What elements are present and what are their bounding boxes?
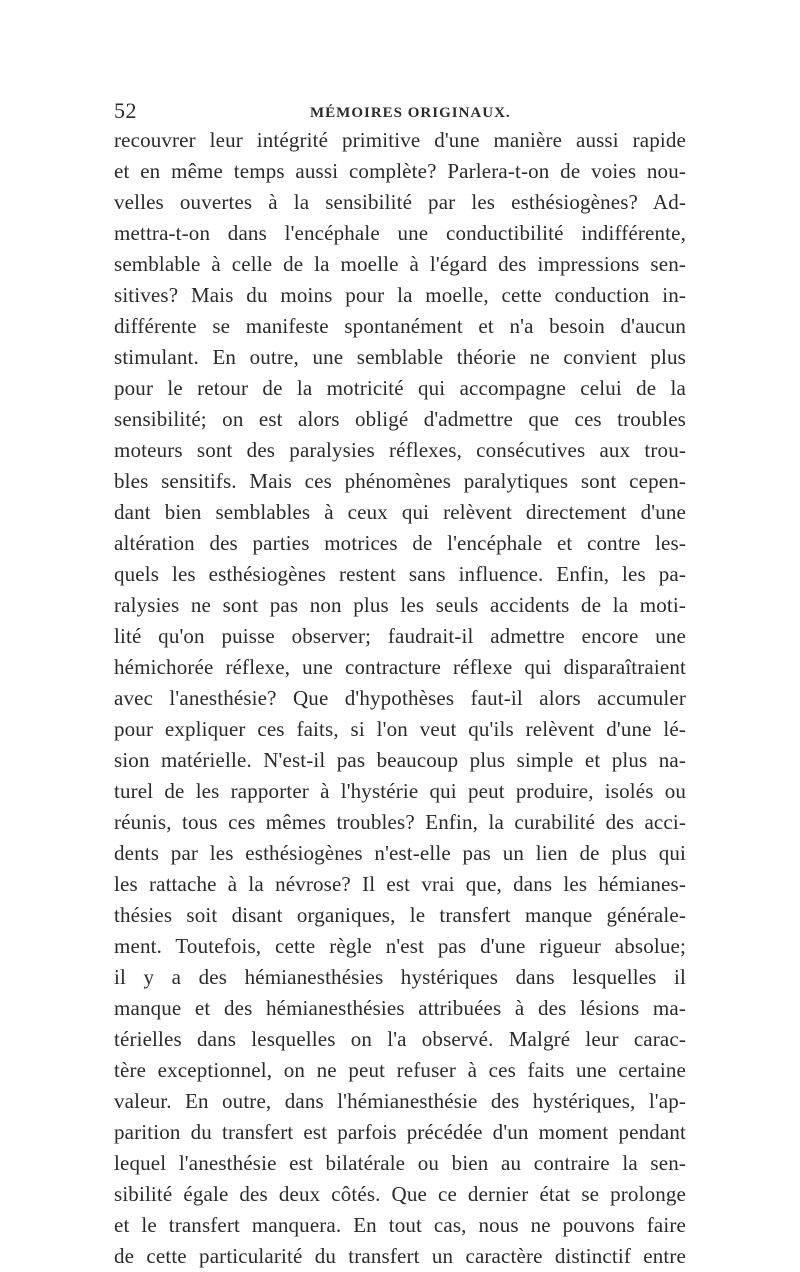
text-line: semblable à celle de la moelle à l'égard des impressions sen-	[114, 252, 686, 276]
text-line: velles ouvertes à la sensibilité par les esthésiogènes? Ad-	[114, 190, 686, 214]
text-line: et en même temps aussi complète? Parlera-t-on de voies nou-	[114, 159, 686, 183]
text-line: moteurs sont des paralysies réflexes, consécutives aux trou-	[114, 438, 686, 462]
text-line: altération des parties motrices de l'encéphale et contre les-	[114, 531, 686, 555]
text-line: sibilité égale des deux côtés. Que ce dernier état se prolonge	[114, 1182, 686, 1206]
page-number: 52	[114, 98, 137, 123]
text-line: il y a des hémianesthésies hystériques dans lesquelles il	[114, 965, 686, 989]
text-line: avec l'anesthésie? Que d'hypothèses faut-il alors accumuler	[114, 686, 686, 710]
page-header	[114, 96, 684, 126]
text-line: valeur. En outre, dans l'hémianesthésie des hystériques, l'ap-	[114, 1089, 686, 1113]
text-line: les rattache à la névrose? Il est vrai que, dans les hémianes-	[114, 872, 686, 896]
text-line: pour le retour de la motricité qui accompagne celui de la	[114, 376, 686, 400]
text-line: lité qu'on puisse observer; faudrait-il admettre encore une	[114, 624, 686, 648]
text-line: sensibilité; on est alors obligé d'admettre que ces troubles	[114, 407, 686, 431]
text-line: bles sensitifs. Mais ces phénomènes paralytiques sont cepen-	[114, 469, 686, 493]
text-line: ralysies ne sont pas non plus les seuls accidents de la moti-	[114, 593, 686, 617]
text-line: thésies soit disant organiques, le transfert manque générale-	[114, 903, 686, 927]
text-line: stimulant. En outre, une semblable théorie ne convient plus	[114, 345, 686, 369]
text-line: dents par les esthésiogènes n'est-elle pas un lien de plus qui	[114, 841, 686, 865]
text-line: dant bien semblables à ceux qui relèvent directement d'une	[114, 500, 686, 524]
text-line: quels les esthésiogènes restent sans influence. Enfin, les pa-	[114, 562, 686, 586]
text-line: sitives? Mais du moins pour la moelle, cette conduction in-	[114, 283, 686, 307]
text-line: de cette particularité du transfert un caractère distinctif entre	[114, 1244, 686, 1268]
text-line: pour expliquer ces faits, si l'on veut qu'ils relèvent d'une lé-	[114, 717, 686, 741]
running-title: MÉMOIRES ORIGINAUX.	[310, 105, 511, 121]
text-line: ment. Toutefois, cette règle n'est pas d'une rigueur absolue;	[114, 934, 686, 958]
text-line: réunis, tous ces mêmes troubles? Enfin, la curabilité des acci-	[114, 810, 686, 834]
text-line: recouvrer leur intégrité primitive d'une manière aussi rapide	[114, 128, 686, 152]
text-line: turel de les rapporter à l'hystérie qui peut produire, isolés ou	[114, 779, 686, 803]
text-line: hémichorée réflexe, une contracture réflexe qui disparaîtraient	[114, 655, 686, 679]
text-line: lequel l'anesthésie est bilatérale ou bien au contraire la sen-	[114, 1151, 686, 1175]
text-line: parition du transfert est parfois précédée d'un moment pendant	[114, 1120, 686, 1144]
body-text	[114, 125, 686, 1272]
text-line: sion matérielle. N'est-il pas beaucoup plus simple et plus na-	[114, 748, 686, 772]
text-line: et le transfert manquera. En tout cas, nous ne pouvons faire	[114, 1213, 686, 1237]
text-line: manque et des hémianesthésies attribuées à des lésions ma-	[114, 996, 686, 1020]
text-line: térielles dans lesquelles on l'a observé. Malgré leur carac-	[114, 1027, 686, 1051]
text-line: différente se manifeste spontanément et n'a besoin d'aucun	[114, 314, 686, 338]
text-line: mettra-t-on dans l'encéphale une conductibilité indifférente,	[114, 221, 686, 245]
text-line: tère exceptionnel, on ne peut refuser à ces faits une certaine	[114, 1058, 686, 1082]
